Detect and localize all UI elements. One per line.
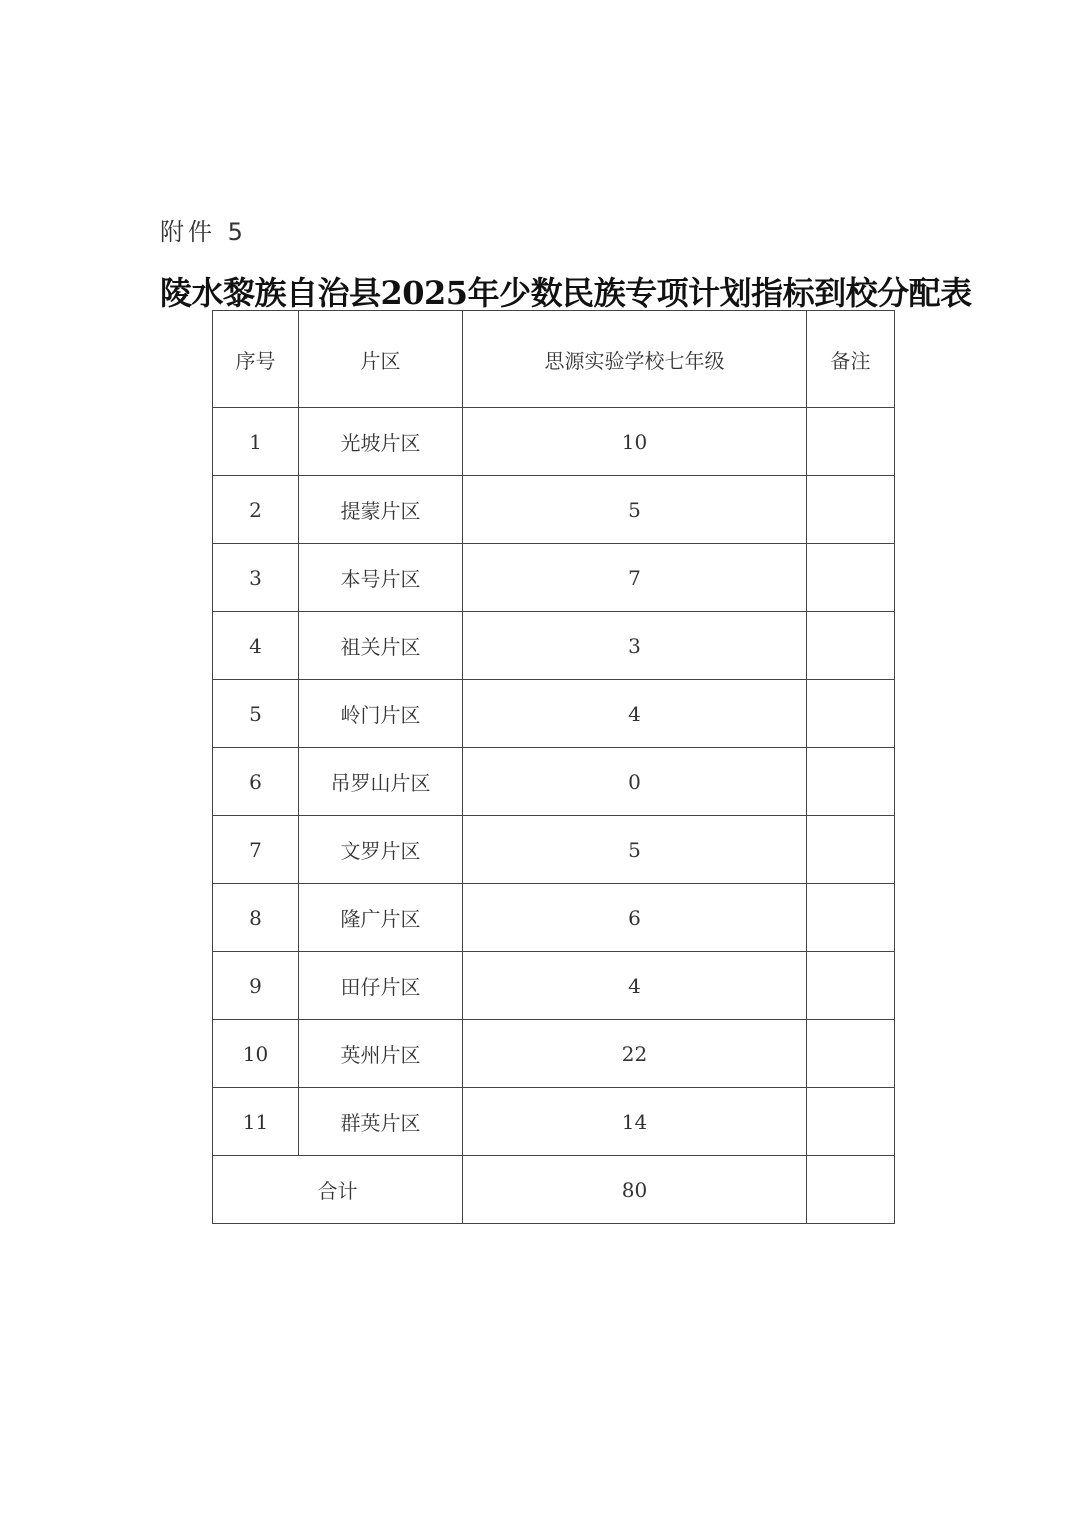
row-note: [807, 544, 895, 612]
header-area: 片区: [299, 311, 463, 408]
row-note: [807, 680, 895, 748]
row-no: 7: [213, 816, 299, 884]
row-no: 4: [213, 612, 299, 680]
total-note: [807, 1156, 895, 1224]
row-area: 提蒙片区: [299, 476, 463, 544]
table-row: [213, 748, 895, 816]
total-count: 80: [463, 1156, 807, 1224]
row-area: 英州片区: [299, 1020, 463, 1088]
table-row: [213, 544, 895, 612]
row-area: 群英片区: [299, 1088, 463, 1156]
row-count: 14: [463, 1088, 807, 1156]
row-note: [807, 952, 895, 1020]
row-count: 5: [463, 816, 807, 884]
row-note: [807, 816, 895, 884]
total-row: [213, 1156, 895, 1224]
row-count: 3: [463, 612, 807, 680]
header-school: 思源实验学校七年级: [463, 311, 807, 408]
row-area: 岭门片区: [299, 680, 463, 748]
row-area: 光坡片区: [299, 408, 463, 476]
row-no: 11: [213, 1088, 299, 1156]
row-area: 文罗片区: [299, 816, 463, 884]
row-no: 9: [213, 952, 299, 1020]
row-count: 0: [463, 748, 807, 816]
table-row: [213, 884, 895, 952]
row-note: [807, 1020, 895, 1088]
row-note: [807, 408, 895, 476]
row-note: [807, 748, 895, 816]
table-row: [213, 408, 895, 476]
row-note: [807, 612, 895, 680]
table-row: [213, 612, 895, 680]
header-note: 备注: [807, 311, 895, 408]
row-count: 5: [463, 476, 807, 544]
row-area: 吊罗山片区: [299, 748, 463, 816]
row-no: 10: [213, 1020, 299, 1088]
row-count: 10: [463, 408, 807, 476]
attachment-label: 附件 5: [160, 218, 247, 246]
row-note: [807, 476, 895, 544]
header-no: 序号: [213, 311, 299, 408]
table-row: [213, 1020, 895, 1088]
row-area: 隆广片区: [299, 884, 463, 952]
row-count: 4: [463, 952, 807, 1020]
row-area: 田仔片区: [299, 952, 463, 1020]
table-row: [213, 816, 895, 884]
document-title: 陵水黎族自治县2025年少数民族专项计划指标到校分配表: [160, 274, 972, 312]
table-row: [213, 680, 895, 748]
row-count: 4: [463, 680, 807, 748]
table-row: [213, 476, 895, 544]
row-count: 7: [463, 544, 807, 612]
row-count: 6: [463, 884, 807, 952]
table-header-row: [213, 311, 895, 408]
row-no: 6: [213, 748, 299, 816]
table-row: [213, 1088, 895, 1156]
row-note: [807, 884, 895, 952]
row-no: 1: [213, 408, 299, 476]
row-count: 22: [463, 1020, 807, 1088]
table-row: [213, 952, 895, 1020]
row-area: 本号片区: [299, 544, 463, 612]
total-label: 合计: [213, 1156, 463, 1224]
row-no: 2: [213, 476, 299, 544]
allocation-table: [212, 310, 895, 1224]
row-note: [807, 1088, 895, 1156]
row-area: 祖关片区: [299, 612, 463, 680]
row-no: 8: [213, 884, 299, 952]
row-no: 3: [213, 544, 299, 612]
row-no: 5: [213, 680, 299, 748]
